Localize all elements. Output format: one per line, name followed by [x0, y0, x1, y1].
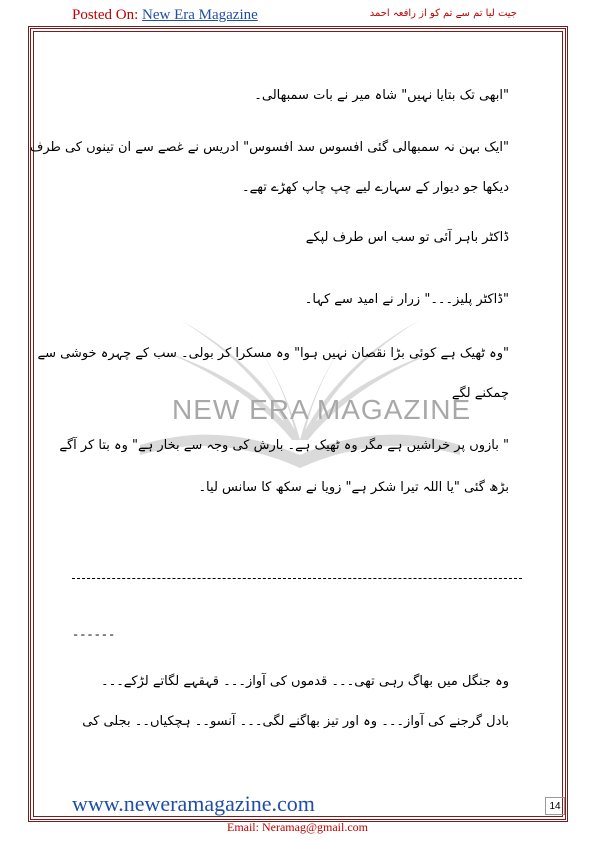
body-line-9: بڑھ گئی "یا اللہ تیرا شکر ہے" زویا نے سکھ کا سانس لیا۔ [198, 480, 509, 495]
body-line-11: بادل گرجنے کی آواز۔۔۔ وہ اور تیز بھاگنے لگی۔۔۔ آنسو۔۔ ہچکیاں۔۔ بجلی کی [82, 714, 509, 729]
body-line-3: دیکھا جو دیوار کے سہارے لیے چپ چاپ کھڑے تھے۔ [241, 180, 509, 195]
body-line-1: "ابھی تک بتایا نہیں" شاہ میر نے بات سمبھالی۔ [254, 88, 509, 103]
body-line-7: چمکنے لگے [451, 386, 509, 401]
story-title-author: جیت لیا تم سے تم کو از رافعہ احمد [369, 8, 517, 19]
posted-on-label: Posted On: [72, 7, 139, 23]
body-line-10: وہ جنگل میں بھاگ رہی تھی۔۔۔ قدموں کی آواز۔۔۔ قہقہے لگاتے لڑکے۔۔۔ [100, 674, 509, 689]
page-number: 14 [545, 797, 565, 815]
watermark-text: NEW ERA MAGAZINE [172, 394, 472, 425]
website-link[interactable]: www.neweramagazine.com [72, 791, 315, 816]
contact-email[interactable]: Email: Neramag@gmail.com [226, 820, 368, 834]
body-line-8: " بازوں پر خراشیں ہے مگر وہ ٹھیک ہے۔ بارش کی وجہ سے بخار ہے" وہ بتا کر آگے [59, 438, 509, 453]
page-header [0, 0, 595, 24]
body-line-5: "ڈاکٹر پلیز۔۔۔" زرار نے امید سے کہا۔ [304, 292, 509, 307]
body-line-2: "ایک بہن نہ سمبھالی گئی افسوس سد افسوس" ادریس نے غصے سے ان تینوں کی طرف [29, 140, 509, 155]
section-divider-short: ------ [72, 628, 116, 642]
body-line-4: ڈاکٹر باہر آئی تو سب اس طرف لپکے [305, 230, 509, 245]
posted-on [72, 7, 258, 24]
section-divider [72, 578, 522, 579]
body-line-6: "وہ ٹھیک ہے کوئی بڑا نقصان نہیں ہوا" وہ مسکرا کر بولی۔ سب کے چہرہ خوشی سے [37, 346, 509, 361]
magazine-link[interactable]: New Era Magazine [142, 7, 258, 23]
